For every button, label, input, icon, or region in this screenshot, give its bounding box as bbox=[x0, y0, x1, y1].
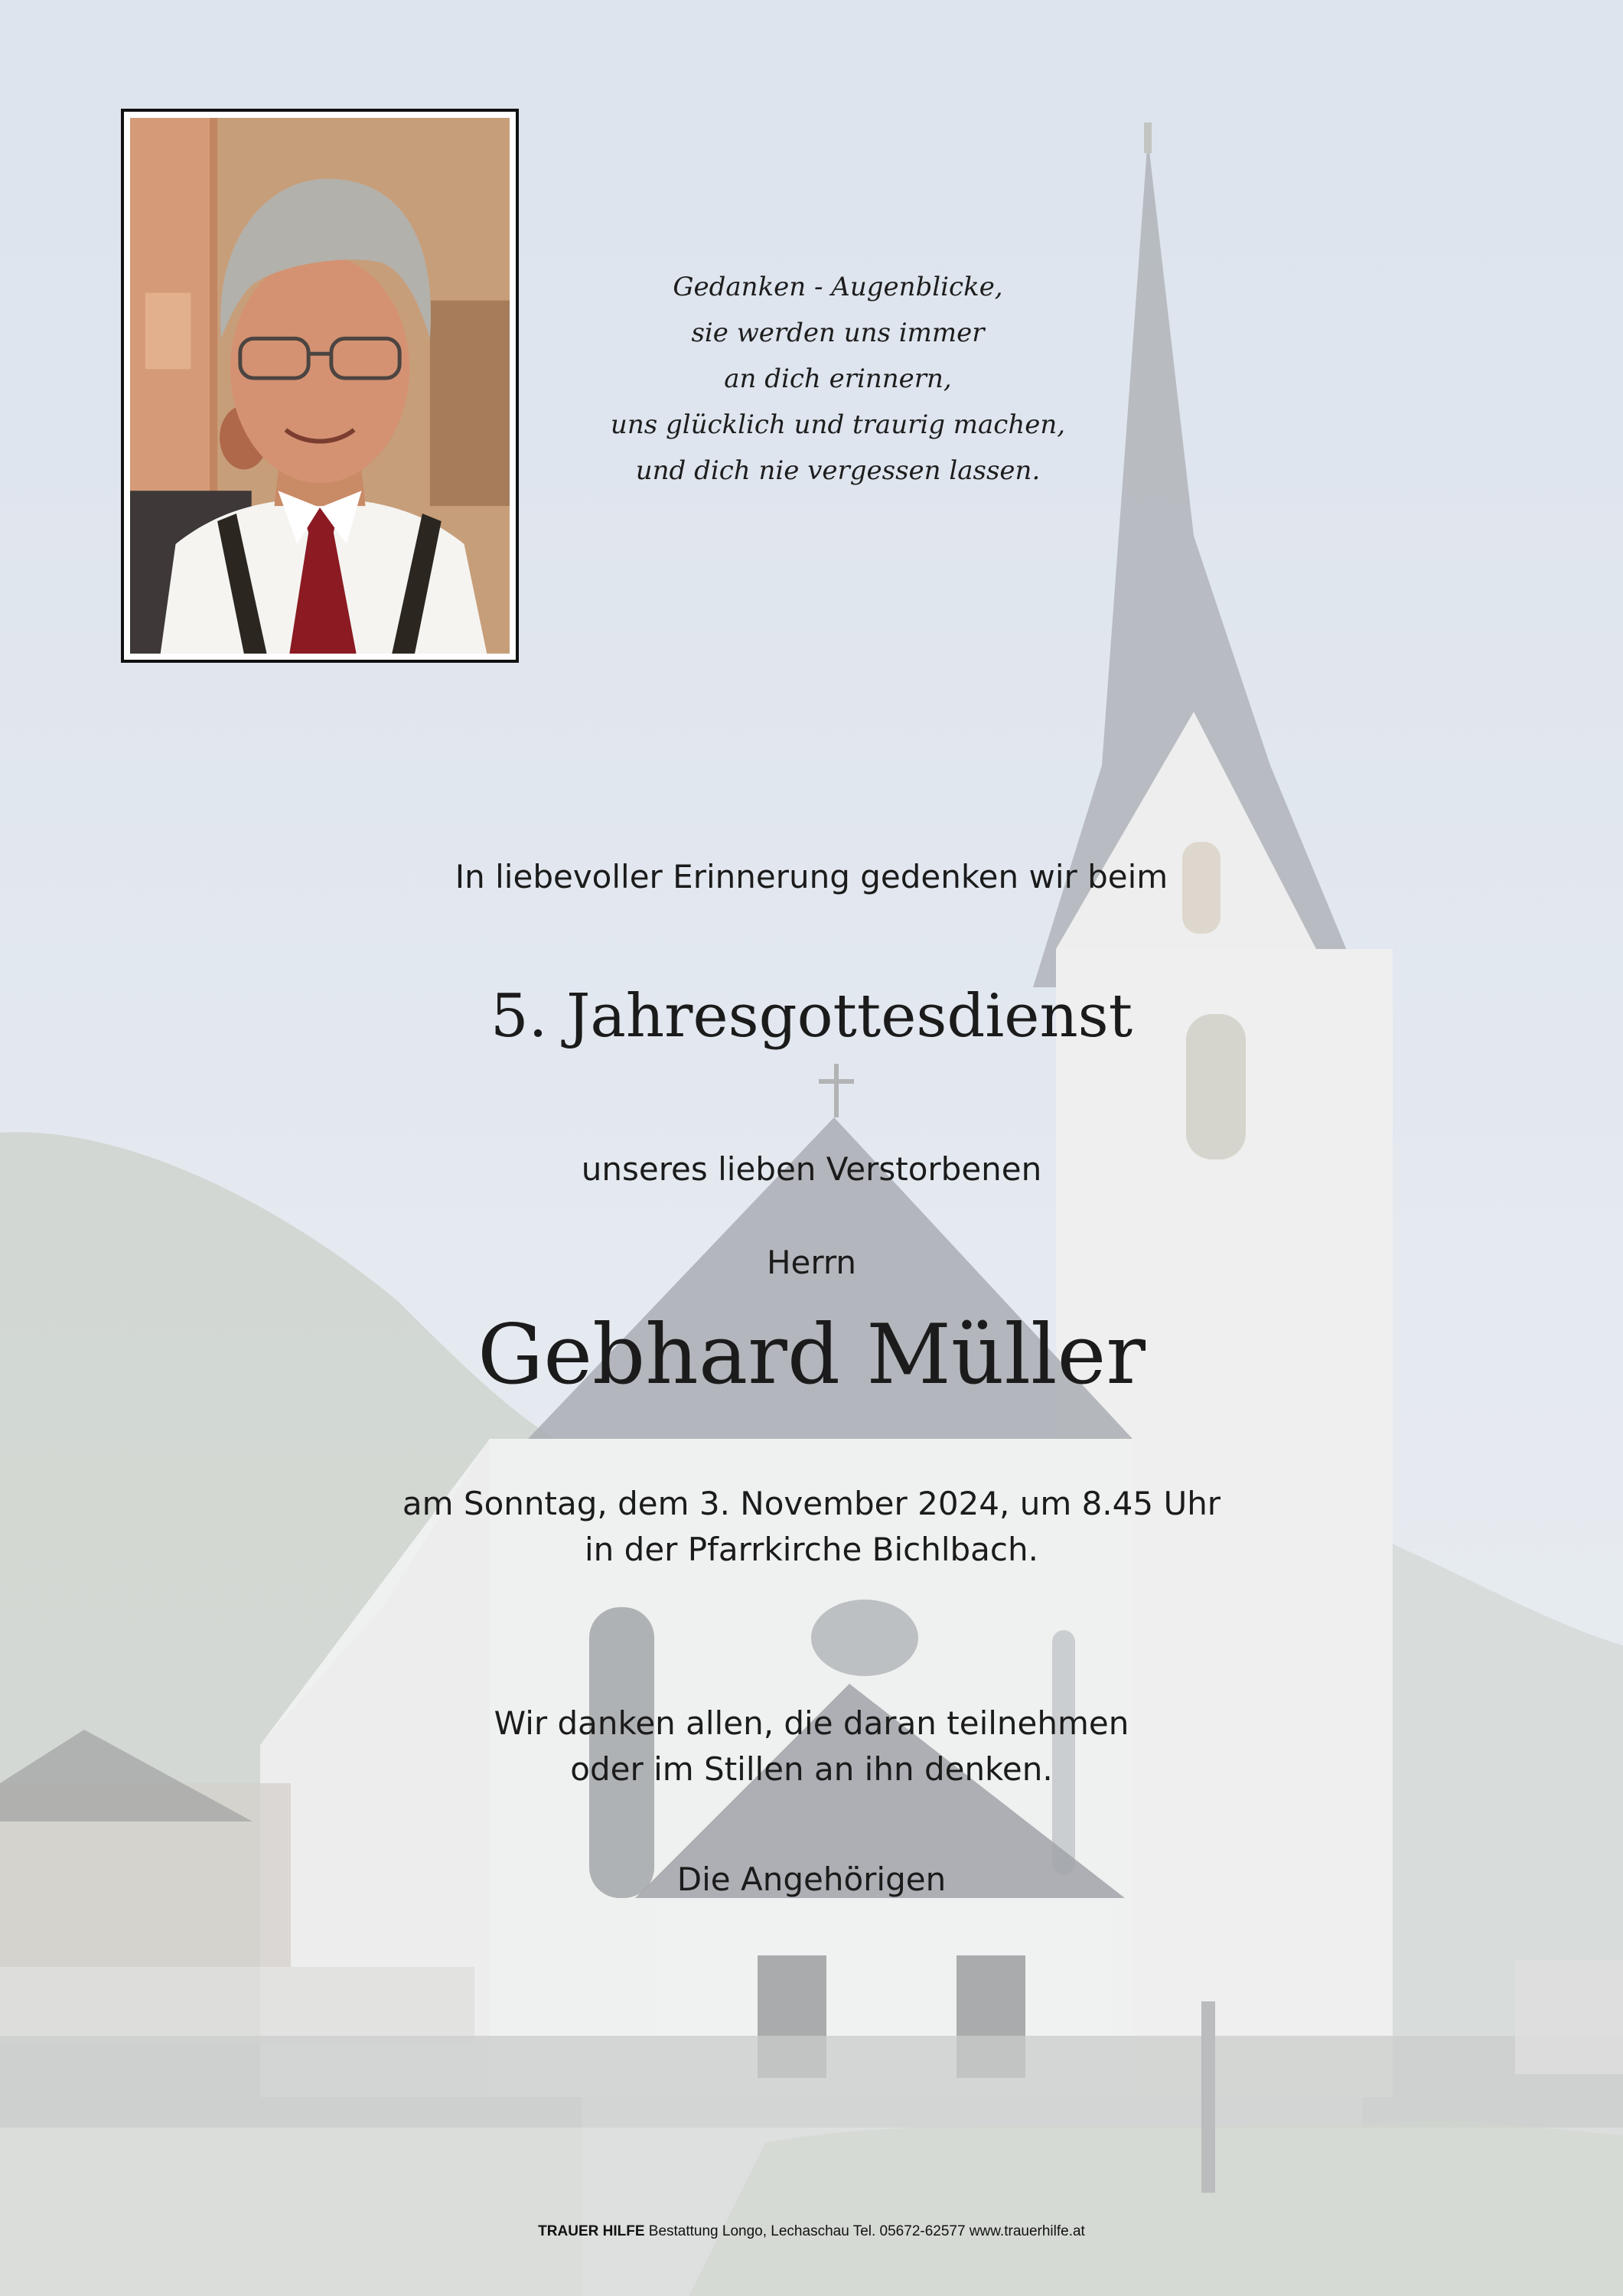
portrait-image bbox=[130, 118, 510, 654]
memorial-poem bbox=[566, 264, 1110, 494]
salutation: Herrn bbox=[766, 1244, 857, 1281]
deceased-intro: unseres lieben Verstorbenen bbox=[581, 1150, 1042, 1188]
poem-line: an dich erinnern, bbox=[724, 364, 952, 394]
thanks-line: oder im Stillen an ihn denken. bbox=[570, 1750, 1053, 1788]
poem-line: sie werden uns immer bbox=[691, 318, 985, 348]
thanks-line: Wir danken allen, die daran teilnehmen bbox=[494, 1704, 1129, 1742]
event-title: 5. Jahresgottesdienst bbox=[490, 982, 1133, 1051]
footer bbox=[0, 2223, 1623, 2240]
service-details bbox=[0, 1481, 1623, 1573]
deceased-name: Gebhard Müller bbox=[477, 1307, 1146, 1403]
portrait-photo bbox=[121, 109, 519, 663]
thanks-message bbox=[0, 1701, 1623, 1792]
poem-line: uns glücklich und traurig machen, bbox=[610, 409, 1066, 440]
service-place: in der Pfarrkirche Bichlbach. bbox=[585, 1531, 1038, 1568]
poem-line: Gedanken - Augenblicke, bbox=[673, 272, 1003, 302]
intro-text: In liebevoller Erinnerung gedenken wir beim bbox=[455, 858, 1168, 895]
service-date: am Sonntag, dem 3. November 2024, um 8.45 Uhr bbox=[402, 1485, 1221, 1522]
relatives-signature: Die Angehörigen bbox=[676, 1861, 947, 1898]
footer-details: Bestattung Longo, Lechaschau Tel. 05672-62577 www.trauerhilfe.at bbox=[648, 2223, 1085, 2239]
poem-line: und dich nie vergessen lassen. bbox=[635, 455, 1041, 486]
footer-brand: TRAUER HILFE bbox=[538, 2223, 645, 2239]
